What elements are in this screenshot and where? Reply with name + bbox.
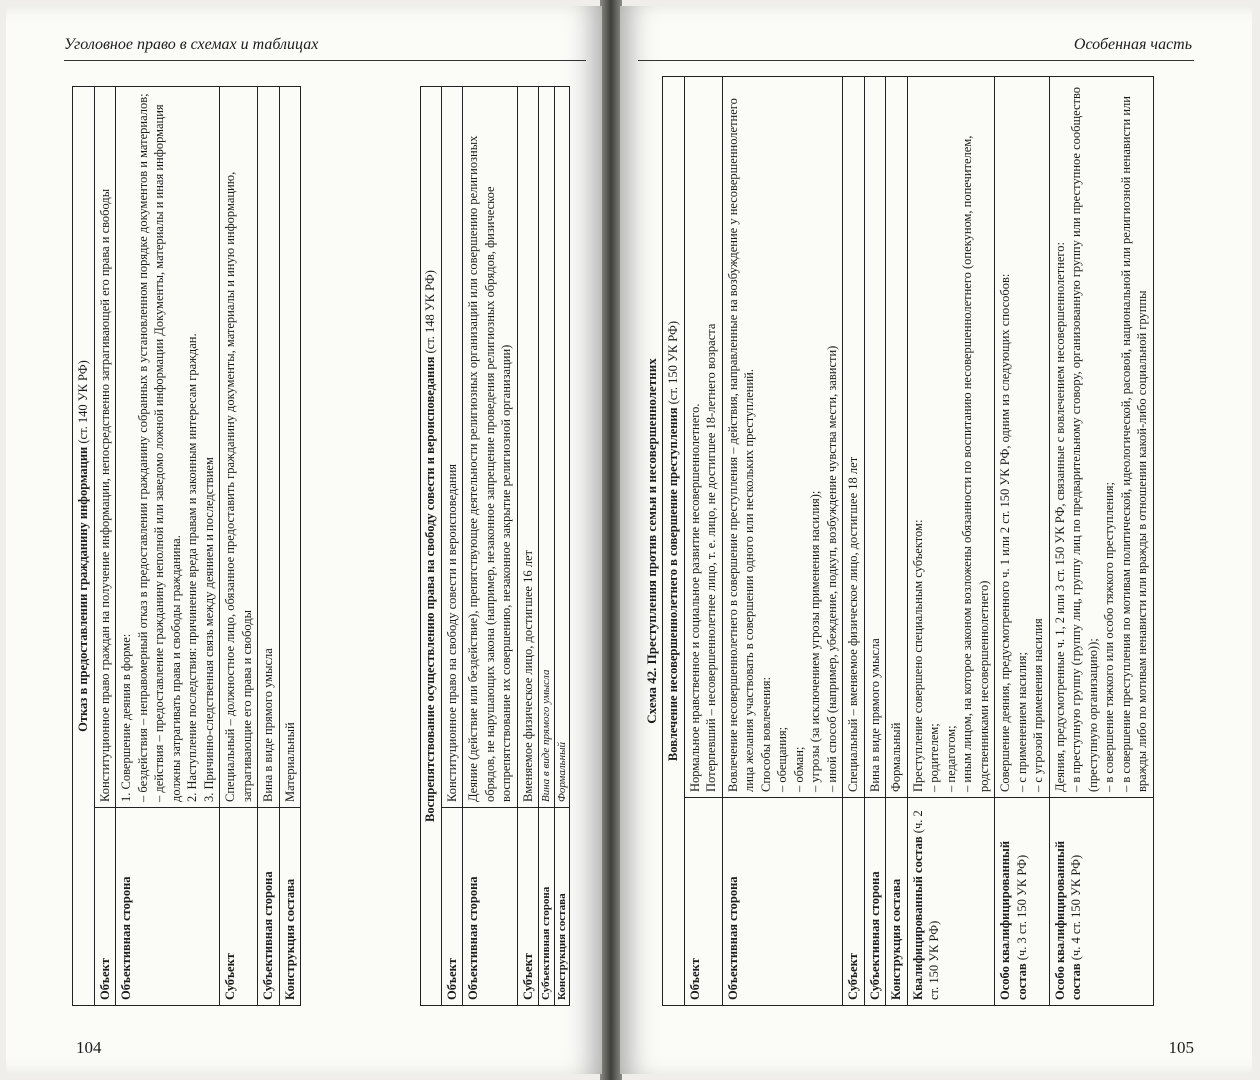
right-page [620, 6, 1252, 1074]
header-rule [64, 60, 586, 61]
table-row: Объект Конституционное право граждан на получение информации, непосредственно затрагивающей его права и свободы [94, 87, 116, 1006]
table-title: Вовлечение несовершеннолетнего в совершение преступления (ст. 150 УК РФ) [663, 77, 685, 1006]
table-row: Особо квалифицированный состав (ч. 4 ст. 150 УК РФ) Деяния, предусмотренные ч. 1, 2 или 3 ст. 150 УК РФ, связанные с вовлечением несовершеннолетнего: – в преступную группу (группу лиц, группу лиц по предварительному сговору, организованную группу или преступное сообщество (преступную организацию)); – в совершение тяжкого или особо тяжкого преступления; – в совершение преступления по мотивам политической, идеологической, расовой, национальной или религиозной ненависти или вражды либо по мотивам ненависти или вражды в отношении какой-либо социальной группы [1049, 77, 1153, 1006]
table-row: Конструкция состава Формальный [554, 87, 570, 1006]
page-number: 104 [76, 1038, 102, 1057]
table-row: Объективная сторона Деяние (действие или бездействие), препятствующее деятельности религиозных организаций или совершению религиозных обрядов, не нарушающих закона (например, незаконное запрещение проведения религиозных обрядов, физическое воспрепятствование их совершению, незаконное закрытие религиозной организации) [463, 87, 518, 1006]
table-row: Конструкция состава Формальный [886, 77, 908, 1006]
schema-title: Схема 42. Преступления против семьи и несовершеннолетних [644, 358, 659, 724]
table-freedom-of-conscience [420, 86, 570, 1006]
table-refusal-information [72, 86, 301, 1006]
table-row: Объективная сторона Вовлечение несовершеннолетнего в совершение преступления – действия, направленные на возбуждение у несовершеннолетнего лица желания участвовать в совершении одного или нескольких преступлений. Способы вовлечения: – обещания; – обман; – угрозы (за исключением угрозы применения насилия); – иной способ (например, убеждение, подкуп, возбуждение чувства мести, зависти) [722, 77, 843, 1006]
table-row: Субъект Специальный – должностное лицо, обязанное предоставить гражданину документы, материалы и иную информацию, затрагивающие его права и свободы [220, 87, 258, 1006]
running-head: Особенная часть [1073, 36, 1192, 53]
table-row: Субъективная сторона Вина в виде прямого умысла [864, 77, 886, 1006]
page-number: 105 [1168, 1038, 1194, 1057]
table-row: Субъективная сторона Вина в виде прямого умысла [539, 87, 555, 1006]
table-row: Субъективная сторона Вина в виде прямого умысла [258, 87, 280, 1006]
table-row: Конструкция состава Материальный [279, 87, 301, 1006]
table-row: Объект Нормальное нравственное и социальное развитие несовершеннолетнего. Потерпевший – несовершеннолетнее лицо, т. е. лицо, не достигшее 18-летнего возраста [684, 77, 722, 1006]
table-row: Субъект Специальный – вменяемое физическое лицо, достигшее 18 лет [843, 77, 865, 1006]
table-row: Особо квалифицированный состав (ч. 3 ст. 150 УК РФ) Совершение деяния, предусмотренного ч. 1 или 2 ст. 150 УК РФ, одним из следующих способов: – с применением насилия; – с угрозой применения насилия [995, 77, 1050, 1006]
running-head: Уголовное право в схемах и таблицах [64, 36, 319, 53]
table-row: Объективная сторона 1. Совершение деяния в форме: – бездействия – неправомерный отказ в предоставлении гражданину собранных в установленном порядке документов и материалов; – действия – предоставление гражданину неполной или заведомо ложной информации Документы, материалы и иная информация должны затрагивать права и свободы гражданина. 2. Наступление последствия: причинение вреда правам и законным интересам граждан. 3. Причинно-следственная связь между деянием и последствием [116, 87, 220, 1006]
table-row: Субъект Вменяемое физическое лицо, достигшее 16 лет [517, 87, 539, 1006]
table-row: Объект Конституционное право на свободу совести и вероисповедания [441, 87, 463, 1006]
book-gutter [600, 0, 622, 1080]
table-title: Воспрепятствование осуществлению права на свободу совести и вероисповедания (ст. 148 УК РФ) [421, 87, 442, 1006]
table-row: Квалифицированный состав (ч. 2 ст. 150 УК РФ) Преступление совершено специальным субъектом: – родителем; – педагогом; – иным лицом, на которое законом возложены обязанности по воспитанию несовершеннолетнего (опекуном, попечителем, родственниками несовершеннолетнего) [907, 77, 995, 1006]
table-title: Отказ в предоставлении гражданину информации (ст. 140 УК РФ) [73, 87, 95, 1006]
schema-42-table [644, 76, 1154, 1006]
header-rule [638, 60, 1194, 61]
left-page [6, 6, 602, 1074]
